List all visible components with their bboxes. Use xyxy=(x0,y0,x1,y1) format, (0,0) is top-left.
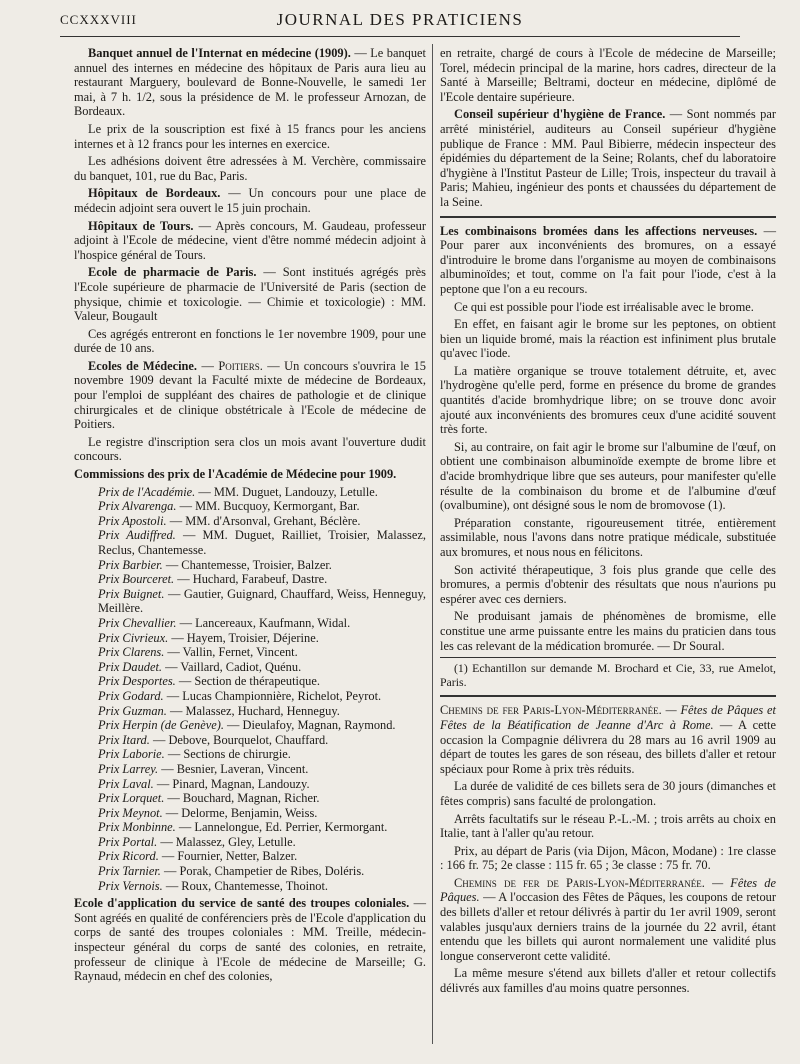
prize-name: Prix Tarnier. xyxy=(98,864,161,879)
prize-item xyxy=(74,558,426,573)
prize-members: — MM. Duguet, Railliet, Troisier, Malassez, Reclus, Chantemesse. xyxy=(98,528,426,557)
plm-title: — Fêtes de Pâques. xyxy=(440,875,776,905)
prize-item xyxy=(74,674,426,689)
tours-heading: Hôpitaux de Tours. xyxy=(88,218,194,233)
prize-item xyxy=(74,660,426,675)
bromees-paragraph: Si, au contraire, on fait agir le brome sur l'albumine de l'œuf, on obtient une combinaison albuminoïde exempte de brome libre et d'acide bromhydrique libre que ses auteurs, pour manifester qu'elle résulte de la combinaison du brome et de l'albumine d'œuf (ovalbumine), ont désigné sous le nom de bromovose (1). xyxy=(440,439,776,513)
prize-item xyxy=(74,572,426,587)
plm-paragraph: La durée de validité de ces billets sera de 30 jours (dimanches et fêtes compris) sans faculté de prolongation. xyxy=(440,779,776,808)
article-poitiers: Ecoles de Médecine. — Poitiers. — Un concours s'ouvrira le 15 novembre 1909 devant la Faculté mixte de médecine de Bordeaux, pour l'emploi de suppléant des chaires de pathologie et de clinique chirurgicales et de clinique obstétricale à l'Ecole de médecine de Poitiers. xyxy=(74,358,426,432)
prize-item xyxy=(74,499,426,514)
sante-heading: Ecole d'application du service de santé des troupes coloniales. xyxy=(74,896,410,911)
page-number: CCXXXVIII xyxy=(60,12,137,27)
banquet-paragraph: Les adhésions doivent être adressées à M. Verchère, commissaire du banquet, 101, rue du Bac, Paris. xyxy=(74,154,426,183)
pharmacie-heading: Ecole de pharmacie de Paris. xyxy=(88,265,257,280)
article-pharmacie: Ecole de pharmacie de Paris. — Sont institués agrégés près l'Ecole supérieure de pharmacie de l'Université de Paris (section de physique, chimie et toxicologie. — Chimie et toxicologie) : MM. Valeur, Bougault xyxy=(74,265,426,324)
prize-members: — Section de thérapeutique. xyxy=(178,674,320,689)
bromees-paragraph: Préparation constante, rigoureusement titrée, entièrement assimilable, nous l'avons dans notre pratique médicale, substituée aux bromures, et nous nous en félicitons. xyxy=(440,515,776,559)
prize-item xyxy=(74,689,426,704)
prize-item xyxy=(74,704,426,719)
prize-members: — Vallin, Fernet, Vincent. xyxy=(167,645,298,660)
article-bordeaux: Hôpitaux de Bordeaux. — Un concours pour une place de médecin adjoint sera ouvert le 15 juin prochain. xyxy=(74,186,426,215)
prize-members: — Roux, Chantemesse, Thoinot. xyxy=(165,878,329,893)
prize-members: — Bouchard, Magnan, Richer. xyxy=(167,791,320,806)
prize-members: — Vaillard, Cadiot, Quénu. xyxy=(165,659,302,674)
prize-members: — MM. Bucquoy, Kermorgant, Bar. xyxy=(179,499,360,514)
prize-members: — Debove, Bourquelot, Chauffard. xyxy=(152,732,329,747)
prize-item xyxy=(74,849,426,864)
prize-members: — Hayem, Troisier, Déjerine. xyxy=(171,630,319,645)
prize-item xyxy=(74,864,426,879)
prize-item xyxy=(74,485,426,500)
prize-members: — Lannelongue, Ed. Perrier, Kermorgant. xyxy=(178,820,388,835)
article-plm-paques: Chemins de fer de Paris-Lyon-Méditerranée. — Fêtes de Pâques. — A l'occasion des Fêtes de Pâques, les coupons de retour des billets d'aller et retour délivrés à partir du 1er avril 1909, seront valables jusqu'aux derniers trains de la journée du 22 avril, étant entendu que les billets qui auront normalement une validité plus longue conserveront cette validité. xyxy=(440,875,776,963)
prize-members: — Lancereaux, Kaufmann, Widal. xyxy=(179,615,351,630)
prizes-heading: Commissions des prix de l'Académie de Médecine pour 1909. xyxy=(74,467,397,482)
plm-paragraph: Arrêts facultatifs sur le réseau P.-L.-M. ; trois arrêts au choix en Italie, tant à l'aller qu'au retour. xyxy=(440,811,776,841)
prize-item xyxy=(74,645,426,660)
prize-name: Prix Ricord. xyxy=(98,849,159,864)
bromees-paragraph: Ce qui est possible pour l'iode est irréalisable avec le brome. xyxy=(454,299,754,314)
plm-company: Chemins de fer Paris-Lyon-Méditerranée. xyxy=(440,703,662,718)
prize-item xyxy=(74,528,426,557)
prize-name: Prix Apostoli. xyxy=(98,513,167,528)
prize-members: — Chantemesse, Troisier, Balzer. xyxy=(165,557,332,572)
bromees-heading: Les combinaisons bromées dans les affections nerveuses. xyxy=(440,223,758,238)
prize-name: Prix Monbinne. xyxy=(98,820,176,835)
prize-list xyxy=(74,485,426,894)
prize-name: Prix Civrieux. xyxy=(98,630,169,645)
banquet-heading: Banquet annuel de l'Internat en médecine (1909). xyxy=(88,46,351,60)
prize-members: — Fournier, Netter, Balzer. xyxy=(161,849,298,864)
prize-members: — MM. Duguet, Landouzy, Letulle. xyxy=(198,484,378,499)
prize-name: Prix de l'Académie. xyxy=(98,484,196,499)
prize-name: Prix Itard. xyxy=(98,732,150,747)
prize-item xyxy=(74,514,426,529)
plm-paragraph: La même mesure s'étend aux billets d'aller et retour collectifs délivrés aux familles d'au moins quatre personnes. xyxy=(440,966,776,996)
prize-name: Prix Desportes. xyxy=(98,674,176,689)
prize-item xyxy=(74,879,426,894)
prize-members: — Porak, Champetier de Ribes, Doléris. xyxy=(164,864,365,879)
article-sante: Ecole d'application du service de santé des troupes coloniales. — Sont agréés en qualité de conférenciers près de l'Ecole d'application du corps de santé des troupes coloniales : MM. Treille, médecin-inspecteur général du corps de santé des colonies, en retraite, professeur de clinique à l'Ecole de médecine de Marseille; G. Raynaud, médecin en chef des colonies, xyxy=(74,896,426,984)
prize-name: Prix Herpin (de Genève). xyxy=(98,718,224,733)
section-separator xyxy=(440,216,776,218)
prize-members: — Malassez, Huchard, Henneguy. xyxy=(169,703,340,718)
prize-item xyxy=(74,631,426,646)
prize-item xyxy=(74,762,426,777)
bromees-paragraph: Son activité thérapeutique, 3 fois plus grande que celle des bromures, a permis d'obtenir des résultats que nous n'aurions pu espérer avec ces derniers. xyxy=(440,562,776,606)
prize-item xyxy=(74,718,426,733)
prize-name: Prix Laval. xyxy=(98,776,154,791)
prize-name: Prix Portal. xyxy=(98,834,158,849)
prize-members: — Sections de chirurgie. xyxy=(167,747,291,762)
prize-name: Prix Barbier. xyxy=(98,557,163,572)
banquet-paragraph: Le prix de la souscription est fixé à 15 francs pour les anciens internes et à 12 francs pour les internes en exercice. xyxy=(74,121,426,151)
article-plm-rome: Chemins de fer Paris-Lyon-Méditerranée. — Fêtes de Pâques et Fêtes de la Béatification de Jeanne d'Arc à Rome. — A cette occasion la Compagnie délivrera du 28 mars au 16 avril 1909 au départ de toutes les gares de son réseau, des billets d'aller et retour spéciaux pour Rome à prix très réduits. xyxy=(440,703,776,776)
prize-name: Prix Laborie. xyxy=(98,747,165,762)
bordeaux-heading: Hôpitaux de Bordeaux. xyxy=(88,186,221,201)
bromees-paragraph: La matière organique se trouve totalement détruite, et, avec l'hydrogène qu'elle perd, forme en présence du brome de grandes quantités d'acide bromhydrique libre; on se trouve donc avoir ajouté aux inconvénients des bromures ceux d'une acidité souvent très forte. xyxy=(440,363,776,437)
prize-item xyxy=(74,587,426,616)
prize-members: — MM. d'Arsonval, Grehant, Béclère. xyxy=(169,513,361,528)
bromees-paragraph: Ne produisant jamais de phénomènes de bromisme, elle constitue une arme puissante entre les mains du praticien dans tous les cas relevant de la médication bromurée. — Dr Soural. xyxy=(440,609,776,653)
prize-name: Prix Meynot. xyxy=(98,805,163,820)
section-separator xyxy=(440,695,776,697)
prize-item xyxy=(74,733,426,748)
prize-members: — Huchard, Farabeuf, Dastre. xyxy=(177,572,328,587)
hygiene-heading: Conseil supérieur d'hygiène de France. xyxy=(454,107,666,122)
prize-members: — Dieulafoy, Magnan, Raymond. xyxy=(227,718,396,733)
article-bromees: Les combinaisons bromées dans les affections nerveuses. — Pour parer aux inconvénients des bromures, on a essayé d'introduire le brome dans l'organisme au moyen de combinaisons albuminoïdes; et tout, comme on l'a fait pour l'iode, c'est à la peptone que l'on a eu recours. xyxy=(440,223,776,296)
poitiers-heading: Ecoles de Médecine. xyxy=(88,358,198,373)
prize-name: Prix Guzman. xyxy=(98,703,167,718)
prize-name: Prix Alvarenga. xyxy=(98,499,177,514)
bromees-paragraph: En effet, en faisant agir le brome sur les peptones, on obtient bien un liquide bromé, mais la réaction est infiniment plus brutale qu'avec l'iode. xyxy=(440,317,776,361)
prize-item xyxy=(74,747,426,762)
footnote-rule xyxy=(440,657,776,658)
article-tours: Hôpitaux de Tours. — Après concours, M. Gaudeau, professeur adjoint à l'Ecole de médecine, vient d'être nommé médecin adjoint à l'hospice général de Tours. xyxy=(74,218,426,262)
sante-continuation: en retraite, chargé de cours à l'Ecole de médecine de Marseille; Torel, médecin principal de la marine, hors cadres, directeur de la Santé à Marseille; Beltrami, docteur en médecine, diplômé de l'Ecole dentaire supérieure. xyxy=(440,46,776,104)
prize-members: — Besnier, Laveran, Vincent. xyxy=(161,761,309,776)
article-banquet: Banquet annuel de l'Internat en médecine (1909). — Le banquet annuel des internes en médecine des hôpitaux de Paris aura lieu au restaurant Marguery, boulevard de Bonne-Nouvelle, le samedi 1er mai, à 7 h. 1/2, sous la présidence de M. le professeur Arnozan, de Bordeaux. xyxy=(74,46,426,119)
prize-members: — Malassez, Gley, Letulle. xyxy=(160,834,296,849)
plm-title: — Fêtes de Pâques et Fêtes de la Béatification de Jeanne d'Arc à Rome. xyxy=(440,703,776,732)
prize-members: — Delorme, Benjamin, Weiss. xyxy=(165,805,318,820)
plm-paragraph: Prix, au départ de Paris (via Dijon, Mâcon, Modane) : 1re classe : 166 fr. 75; 2e classe : 115 fr. 65 ; 3e classe : 75 fr. 70. xyxy=(440,843,776,873)
prize-item xyxy=(74,777,426,792)
journal-title: JOURNAL DES PRATICIENS xyxy=(276,10,524,29)
prize-item xyxy=(74,820,426,835)
prize-name: Prix Godard. xyxy=(98,688,164,703)
right-column xyxy=(440,46,776,999)
prize-item xyxy=(74,616,426,631)
prize-name: Prix Buignet. xyxy=(98,586,165,601)
prize-item xyxy=(74,835,426,850)
prize-item xyxy=(74,791,426,806)
prize-name: Prix Daudet. xyxy=(98,659,163,674)
column-divider xyxy=(432,44,433,1044)
prize-name: Prix Lorquet. xyxy=(98,791,165,806)
prize-name: Prix Vernois. xyxy=(98,878,163,893)
prize-name: Prix Audiffred. xyxy=(98,528,176,543)
prize-name: Prix Clarens. xyxy=(98,645,165,660)
prize-members: — Gautier, Guignard, Chauffard, Weiss, Henneguy, Meillère. xyxy=(98,586,426,616)
left-column xyxy=(74,46,426,987)
prize-name: Prix Bourceret. xyxy=(98,572,175,587)
plm-company: Chemins de fer de Paris-Lyon-Méditerranée. xyxy=(454,875,705,890)
article-hygiene: Conseil supérieur d'hygiène de France. — Sont nommés par arrêté ministériel, auditeurs au Conseil supérieur d'hygiène publique de France : MM. Paul Bibierre, médecin inspecteur des épidémies du département de la Seine; Rolants, chef du laboratoire d'hygiène à l'Institut Pasteur de Lille; Trois, inspecteur du travail à Paris; Mahieu, ingénieur des ponts et chaussées du département de la Seine. xyxy=(440,107,777,209)
prize-members: — Pinard, Magnan, Landouzy. xyxy=(156,776,310,791)
page-header xyxy=(60,8,740,37)
pharmacie-paragraph: Ces agrégés entreront en fonctions le 1er novembre 1909, pour une durée de 10 ans. xyxy=(74,326,426,356)
poitiers-paragraph: Le registre d'inscription sera clos un mois avant l'ouverture dudit concours. xyxy=(74,434,426,464)
prize-name: Prix Larrey. xyxy=(98,761,159,776)
prize-members: — Lucas Championnière, Richelot, Peyrot. xyxy=(166,688,382,703)
prize-item xyxy=(74,806,426,821)
prize-name: Prix Chevallier. xyxy=(98,615,177,630)
footnote: (1) Echantillon sur demande M. Brochard et Cie, 33, rue Amelot, Paris. xyxy=(440,661,776,689)
